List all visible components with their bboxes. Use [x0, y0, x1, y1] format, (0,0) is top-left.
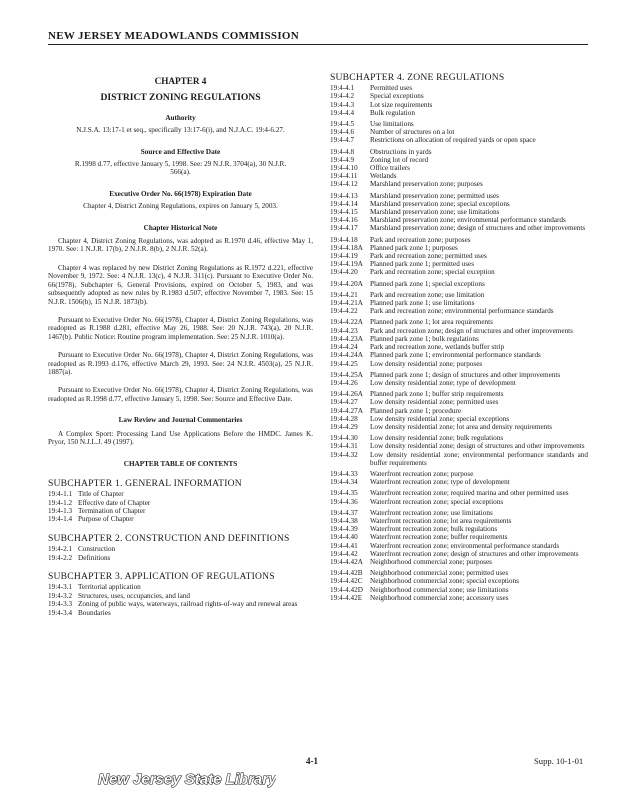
toc-entry-number: 19:4-4.42E — [330, 593, 363, 602]
toc-entry-title: Marshland preservation zone; environmental performance standards — [370, 216, 566, 225]
toc-entry — [330, 216, 588, 224]
toc-entry-number: 19:4-4.21 — [330, 290, 358, 299]
toc-entry-title: Boundaries — [78, 608, 111, 617]
history-paragraph: Chapter 4, District Zoning Regulations, was adopted as R.1970 d.46, effective May 1, 1970. See: 1 N.J.R. 17(b), 2 N.J.R. 8(b), 2 N.J.R. 52(a). — [48, 237, 313, 254]
toc-entry-number: 19:4-4.16 — [330, 216, 358, 225]
page-number: 4-1 — [306, 756, 318, 766]
toc-entry — [48, 490, 313, 498]
toc-entry-title: Zoning lot of record — [370, 155, 429, 164]
toc-entry-number: 19:4-4.23 — [330, 326, 358, 335]
toc-entry-number: 19:4-4.3 — [330, 100, 355, 109]
history-heading: Chapter Historical Note — [143, 223, 218, 232]
toc-entry-number: 19:4-4.42D — [330, 585, 363, 594]
toc-entry — [330, 423, 588, 431]
toc-heading: CHAPTER TABLE OF CONTENTS — [123, 460, 238, 469]
right-column — [330, 74, 588, 602]
toc-entry-number: 19:4-4.19A — [330, 260, 363, 269]
toc-entry-number: 19:4-4.5 — [330, 120, 355, 129]
toc-entry — [330, 542, 588, 550]
history-paragraph: Pursuant to Executive Order No. 66(1978), Chapter 4, District Zoning Regulations, was readopted as R.1998 d.77, effective January 5, 1998. See: Source and Effective Date. — [48, 386, 313, 403]
toc-entry-number: 19:4-4.40 — [330, 533, 358, 542]
toc-entry — [330, 84, 588, 92]
toc-entry — [48, 545, 313, 553]
toc-entry-title: Low density residential zone; bulk regulations — [370, 434, 504, 443]
toc-entry-number: 19:4-4.26 — [330, 378, 358, 387]
subchapter-2-list — [48, 545, 313, 562]
toc-entry-title: Marshland preservation zone; use limitations — [370, 208, 500, 217]
toc-entry-title: Territorial application — [78, 583, 141, 592]
subchapter-4-list — [330, 84, 588, 602]
toc-entry — [330, 577, 588, 585]
toc-entry-number: 19:4-4.42B — [330, 569, 363, 578]
toc-entry-number: 19:4-4.42C — [330, 577, 363, 586]
toc-entry — [330, 550, 588, 558]
toc-entry-number: 19:4-4.31 — [330, 442, 358, 451]
history-paragraph: Pursuant to Executive Order No. 66(1978), Chapter 4, District Zoning Regulations, was readopted as R.1993 d.176, effective March 29, 1993. See: 24 N.J.R. 4503(a), 25 N.J.R. 1887(a). — [48, 351, 313, 376]
chapter-number: CHAPTER 4 — [154, 76, 207, 86]
authority-heading: Authority — [165, 113, 196, 122]
eo-text: Chapter 4, District Zoning Regulations, expires on January 5, 2003. — [83, 202, 278, 211]
toc-entry — [48, 515, 313, 523]
toc-entry — [330, 208, 588, 216]
subchapter-4-heading: SUBCHAPTER 4. ZONE REGULATIONS — [330, 72, 505, 83]
toc-entry — [330, 442, 588, 450]
left-column — [48, 74, 313, 617]
toc-entry-title: Planned park zone 1; special exceptions — [370, 279, 485, 288]
toc-entry — [330, 92, 588, 100]
toc-entry — [330, 343, 588, 351]
source-heading: Source and Effective Date — [140, 147, 221, 156]
toc-entry-title: Structures, uses, occupancies, and land — [78, 591, 190, 600]
toc-entry — [48, 609, 313, 617]
toc-entry-title: Neighborhood commercial zone; special exceptions — [370, 577, 519, 586]
toc-entry-number: 19:4-3.1 — [48, 583, 73, 592]
toc-entry-title: Low density residential zone; special exceptions — [370, 414, 510, 423]
toc-entry — [330, 327, 588, 335]
toc-entry — [48, 499, 313, 507]
toc-entry-number: 19:4-4.41 — [330, 541, 358, 550]
toc-entry — [330, 415, 588, 423]
toc-entry-number: 19:4-4.21A — [330, 299, 363, 308]
toc-entry-number: 19:4-4.32 — [330, 450, 358, 459]
toc-entry-title: Low density residential zone; type of development — [370, 378, 516, 387]
toc-entry-number: 19:4-4.34 — [330, 478, 358, 487]
toc-entry-title: Planned park zone 1; buffer strip requirements — [370, 390, 504, 399]
toc-entry — [330, 299, 588, 307]
toc-entry-title: Number of structures on a lot — [370, 128, 455, 137]
toc-entry-number: 19:4-3.4 — [48, 608, 73, 617]
toc-entry-title: Marshland preservation zone; special exceptions — [370, 199, 510, 208]
toc-entry — [48, 507, 313, 515]
toc-entry-number: 19:4-4.22A — [330, 318, 363, 327]
toc-entry — [330, 307, 588, 315]
toc-entry-number: 19:4-4.12 — [330, 180, 358, 189]
toc-entry-title: Park and recreation zone; purposes — [370, 235, 471, 244]
toc-entry — [330, 509, 588, 517]
toc-entry-number: 19:4-4.37 — [330, 508, 358, 517]
toc-entry — [330, 360, 588, 368]
library-stamp-text: New Jersey State Library — [98, 771, 276, 788]
toc-entry-number: 19:4-4.1 — [330, 84, 355, 93]
toc-entry — [330, 192, 588, 200]
toc-entry-number: 19:4-1.4 — [48, 515, 73, 524]
toc-entry-number: 19:4-4.33 — [330, 469, 358, 478]
toc-entry-title: Low density residential zone; purposes — [370, 359, 483, 368]
toc-entry-number: 19:4-4.10 — [330, 164, 358, 173]
toc-entry-title: Park and recreation zone; permitted uses — [370, 252, 487, 261]
toc-entry-number: 19:4-4.7 — [330, 136, 355, 145]
toc-entry — [330, 136, 588, 144]
toc-entry — [330, 379, 588, 387]
toc-entry-title: Waterfront recreation zone; bulk regulations — [370, 525, 498, 534]
toc-entry-number: 19:4-4.15 — [330, 208, 358, 217]
toc-entry-title: Planned park zone 1; lot area requirements — [370, 318, 493, 327]
toc-entry — [330, 594, 588, 602]
toc-entry-number: 19:4-4.9 — [330, 155, 355, 164]
toc-entry-title: Effective date of Chapter — [78, 498, 151, 507]
toc-entry — [48, 592, 313, 600]
toc-entry-title: Planned park zone 1; use limitations — [370, 299, 475, 308]
toc-entry-number: 19:4-4.2 — [330, 92, 355, 101]
toc-entry-title: Planned park zone 1; procedure — [370, 406, 462, 415]
toc-entry — [330, 224, 588, 232]
toc-entry-title: Park and recreation zone; environmental performance standards — [370, 307, 554, 316]
toc-entry-number: 19:4-4.11 — [330, 172, 358, 181]
toc-entry-title: Waterfront recreation zone; buffer requirements — [370, 533, 508, 542]
toc-entry — [48, 600, 313, 608]
toc-entry — [330, 156, 588, 164]
toc-entry-number: 19:4-2.1 — [48, 545, 73, 554]
toc-entry-number: 19:4-1.1 — [48, 490, 73, 499]
toc-entry-title: Planned park zone 1; design of structures and other improvements — [370, 370, 561, 379]
toc-entry-number: 19:4-4.25A — [330, 370, 363, 379]
toc-entry-title: Waterfront recreation zone; use limitations — [370, 508, 493, 517]
authority-text: N.J.S.A. 13:17-1 et seq., specifically 13:17-6(i), and N.J.A.C. 19:4-6.27. — [76, 126, 285, 135]
toc-entry — [330, 478, 588, 486]
toc-entry-title: Waterfront recreation zone; purpose — [370, 469, 474, 478]
toc-entry-number: 19:4-2.2 — [48, 553, 73, 562]
toc-entry-number: 19:4-4.18A — [330, 243, 363, 252]
law-review-heading: Law Review and Journal Commentaries — [118, 416, 243, 425]
toc-entry-number: 19:4-4.20 — [330, 268, 358, 277]
toc-entry-number: 19:4-4.20A — [330, 279, 363, 288]
toc-entry-title: Permitted uses — [370, 84, 413, 93]
toc-entry-number: 19:4-4.19 — [330, 252, 358, 261]
toc-entry-title: Park and recreation zone; special exception — [370, 268, 495, 277]
toc-entry-number: 19:4-4.4 — [330, 108, 355, 117]
subchapter-1-list — [48, 490, 313, 524]
toc-entry-title: Low density residential zone; permitted uses — [370, 398, 499, 407]
toc-entry — [330, 128, 588, 136]
toc-entry — [330, 489, 588, 497]
toc-entry — [330, 517, 588, 525]
toc-entry-title: Wetlands — [370, 172, 397, 181]
toc-entry-number: 19:4-4.38 — [330, 516, 358, 525]
toc-entry-title: Definitions — [78, 553, 111, 562]
toc-entry — [330, 398, 588, 406]
chapter-title: DISTRICT ZONING REGULATIONS — [100, 92, 261, 104]
toc-entry — [330, 291, 588, 299]
toc-entry — [330, 586, 588, 594]
toc-entry-number: 19:4-4.27 — [330, 398, 358, 407]
toc-entry — [330, 164, 588, 172]
toc-entry-title: Planned park zone 1; purposes — [370, 243, 458, 252]
toc-entry-number: 19:4-4.42 — [330, 549, 358, 558]
toc-entry-title: Special exceptions — [370, 92, 424, 101]
toc-entry — [330, 109, 588, 117]
toc-entry-number: 19:4-3.3 — [48, 600, 73, 609]
history-paragraph: Chapter 4 was replaced by new District Zoning Regulations as R.1972 d.221, effective November 9, 1972. See: 4 N.J.R. 13(c), 4 N.J.R. 311(c). Pursuant to Executive Order No. 66(1978), Subchapter 6, General Provisions, expired on October 5, 1983, and was subsequently adopted as new rules by R.1983 d.507, effective November 7, 1983. See: 15 N.J.R. 1506(b), 15 N.J.R. 1873(b). — [48, 263, 313, 306]
toc-entry — [330, 172, 588, 180]
toc-entry-title: Marshland preservation zone; design of structures and other improvements — [370, 224, 586, 233]
toc-entry — [330, 101, 588, 109]
toc-entry — [330, 268, 588, 276]
toc-entry-title: Waterfront recreation zone; design of structures and other improvements — [370, 549, 579, 558]
toc-entry-number: 19:4-4.36 — [330, 497, 358, 506]
toc-entry-title: Waterfront recreation zone; special exceptions — [370, 497, 504, 506]
toc-entry — [330, 351, 588, 359]
toc-entry — [330, 558, 588, 566]
toc-entry-title: Marshland preservation zone; purposes — [370, 180, 483, 189]
history-paragraph: Pursuant to Executive Order No. 66(1978), Chapter 4, District Zoning Regulations, was readopted as R.1988 d.281, effective May 26, 1988. See: 20 N.J.R. 743(a), 20 N.J.R. 1467(b). Public Notice: Routine program implementation. See: 25 N.J.R. 1010(a). — [48, 315, 313, 341]
toc-entry-number: 19:4-4.29 — [330, 422, 358, 431]
subchapter-2-heading: SUBCHAPTER 2. CONSTRUCTION AND DEFINITIONS — [48, 532, 290, 544]
toc-entry — [330, 407, 588, 415]
toc-entry-number: 19:4-4.27A — [330, 406, 363, 415]
toc-entry-title: Neighborhood commercial zone; accessory uses — [370, 593, 509, 602]
toc-entry-title: Planned park zone 1; bulk regulations — [370, 334, 479, 343]
toc-entry-number: 19:4-4.18 — [330, 235, 358, 244]
toc-entry-number: 19:4-1.3 — [48, 507, 73, 515]
toc-entry-title: Neighborhood commercial zone; permitted uses — [370, 569, 509, 578]
eo-heading: Executive Order No. 66(1978) Expiration Date — [109, 189, 252, 198]
toc-entry-title: Waterfront recreation zone; environmental performance standards — [370, 541, 560, 550]
toc-entry-title: Planned park zone 1; permitted uses — [370, 260, 474, 269]
toc-entry-title: Zoning of public ways, waterways, railroad rights-of-way and renewal areas — [78, 600, 298, 609]
toc-entry — [330, 236, 588, 244]
toc-entry-title: Waterfront recreation zone; required marina and other permitted uses — [370, 489, 569, 498]
toc-entry — [330, 148, 588, 156]
toc-entry-title: Title of Chapter — [78, 490, 124, 499]
supplement-date: Supp. 10-1-01 — [534, 756, 584, 766]
toc-entry-title: Marshland preservation zone; permitted uses — [370, 191, 499, 200]
toc-entry — [330, 252, 588, 260]
toc-entry-title: Bulk regulation — [370, 108, 415, 117]
toc-entry-number: 19:4-4.42A — [330, 557, 363, 566]
library-stamp — [96, 768, 276, 790]
toc-entry-title: Park and recreation zone; use limitation — [370, 290, 485, 299]
toc-entry-title: Low density residential zone; design of structures and other improvements — [370, 442, 585, 451]
toc-entry-title: Neighborhood commercial zone; use limitations — [370, 585, 509, 594]
law-review-text: A Complex Sport: Processing Land Use Applications Before the HMDC. James K. Pryor, 150 N.J.L.J. 49 (1997). — [48, 429, 313, 446]
toc-entry-title: Office trailers — [370, 164, 410, 173]
toc-entry — [330, 335, 588, 343]
toc-entry — [330, 200, 588, 208]
toc-entry-title: Construction — [78, 545, 116, 554]
toc-entry-title: Waterfront recreation zone; type of development — [370, 478, 510, 487]
toc-entry-number: 19:4-4.6 — [330, 128, 355, 137]
toc-entry — [48, 583, 313, 591]
running-header: NEW JERSEY MEADOWLANDS COMMISSION — [48, 30, 588, 45]
toc-entry-number: 19:4-4.39 — [330, 525, 358, 534]
toc-entry — [48, 554, 313, 562]
toc-entry — [330, 434, 588, 442]
toc-entry — [330, 280, 588, 288]
toc-entry-title: Park and recreation zone; design of structures and other improvements — [370, 326, 573, 335]
toc-entry-number: 19:4-1.2 — [48, 498, 73, 507]
toc-entry-number: 19:4-4.25 — [330, 359, 358, 368]
toc-entry-number: 19:4-4.22 — [330, 307, 358, 316]
toc-entry-title: Lot size requirements — [370, 100, 433, 109]
toc-entry-title: Park and recreation zone, wetlands buffer strip — [370, 343, 505, 352]
toc-entry-number: 19:4-4.24 — [330, 343, 358, 352]
toc-entry-title: Purpose of Chapter — [78, 515, 134, 524]
toc-entry — [330, 470, 588, 478]
toc-entry — [330, 260, 588, 268]
toc-entry — [330, 120, 588, 128]
toc-entry-title: Low density residential zone; environmental performance standards and buffer requirements — [370, 450, 588, 467]
subchapter-1-heading: SUBCHAPTER 1. GENERAL INFORMATION — [48, 477, 242, 489]
toc-entry — [330, 180, 588, 188]
toc-entry-number: 19:4-4.26A — [330, 390, 363, 399]
toc-entry-title: Low density residential zone; lot area and density requirements — [370, 422, 553, 431]
toc-entry — [330, 318, 588, 326]
toc-entry-title: Neighborhood commercial zone; purposes — [370, 557, 492, 566]
toc-entry — [330, 533, 588, 541]
toc-entry-number: 19:4-4.23A — [330, 334, 363, 343]
toc-entry — [330, 569, 588, 577]
toc-entry-number: 19:4-4.14 — [330, 199, 358, 208]
source-text: R.1998 d.77, effective January 5, 1998. See: 29 N.J.R. 3704(a), 30 N.J.R. 566(a). — [74, 160, 287, 177]
toc-entry — [330, 451, 588, 467]
toc-entry-number: 19:4-4.30 — [330, 434, 358, 443]
toc-entry — [330, 390, 588, 398]
toc-entry-number: 19:4-4.17 — [330, 224, 358, 233]
toc-entry-number: 19:4-4.24A — [330, 351, 363, 360]
toc-entry-number: 19:4-4.28 — [330, 414, 358, 423]
subchapter-3-list — [48, 583, 313, 617]
toc-entry-number: 19:4-3.2 — [48, 591, 73, 600]
toc-entry-number: 19:4-4.13 — [330, 191, 358, 200]
toc-entry-title: Termination of Chapter — [78, 507, 146, 515]
toc-entry — [330, 244, 588, 252]
toc-entry-number: 19:4-4.35 — [330, 489, 358, 498]
toc-entry-title: Restrictions on allocation of required yards or open space — [370, 136, 536, 145]
subchapter-3-heading: SUBCHAPTER 3. APPLICATION OF REGULATIONS — [48, 571, 275, 583]
toc-entry — [330, 371, 588, 379]
toc-entry — [330, 525, 588, 533]
toc-entry-title: Waterfront recreation zone; lot area requirements — [370, 516, 512, 525]
toc-entry-title: Use limitations — [370, 120, 414, 129]
toc-entry — [330, 498, 588, 506]
toc-entry-title: Planned park zone 1; environmental performance standards — [370, 351, 541, 360]
toc-entry-number: 19:4-4.8 — [330, 147, 355, 156]
toc-entry-title: Obstructions in yards — [370, 147, 432, 156]
